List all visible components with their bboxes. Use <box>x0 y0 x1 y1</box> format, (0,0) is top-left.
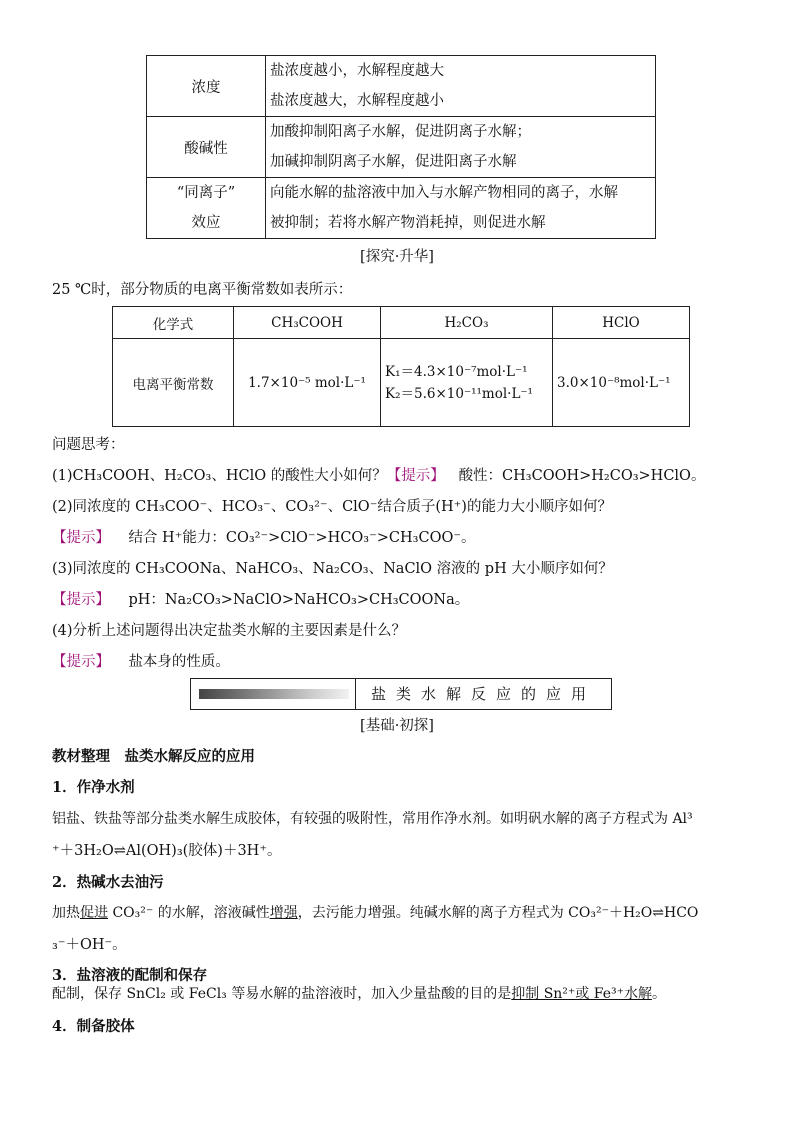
paragraph-3 <box>52 983 666 1003</box>
k2-value: K₂＝5.6×10⁻¹¹mol·L⁻¹ <box>385 385 533 402</box>
effect-line: 向能水解的盐溶液中加入与水解产物相同的离子，水解 <box>270 185 618 201</box>
questions-heading: 问题思考： <box>52 437 125 453</box>
paragraph-1-line-2: ⁺＋3H₂O⇌Al(OH)₃(胶体)＋3H⁺。 <box>52 843 282 859</box>
answer-text: 盐本身的性质。 <box>128 654 230 670</box>
column-header: 化学式 <box>113 307 234 339</box>
question-text: (1)CH₃COOH、H₂CO₃、HClO 的酸性大小如何？ <box>52 468 387 484</box>
tip-label: 【提示】 <box>52 592 110 608</box>
row-label: 电离平衡常数 <box>113 339 234 427</box>
tip-label: 【提示】 <box>52 530 110 546</box>
heading-2: 2．热碱水去油污 <box>52 874 164 891</box>
table-row <box>147 56 656 117</box>
question-4: (4)分析上述问题得出决定盐类水解的主要因素是什么？ <box>52 623 407 639</box>
ch3cooh-constant: 1.7×10⁻⁵ mol·L⁻¹ <box>234 339 381 427</box>
factor-line: 效应 <box>191 215 221 231</box>
k1-value: K₁＝4.3×10⁻⁷mol·L⁻¹ <box>385 363 528 380</box>
banner-decoration <box>191 679 355 709</box>
table-header-row <box>113 307 690 339</box>
effect-cell <box>266 178 656 239</box>
answer-text: 酸性：CH₃COOH>H₂CO₃>HClO。 <box>458 468 706 484</box>
effect-line: 加酸抑制阳离子水解，促进阴离子水解； <box>270 124 531 140</box>
hclo-constant: 3.0×10⁻⁸mol·L⁻¹ <box>553 339 690 427</box>
banner-title: 盐类水解反应的应用 <box>355 679 611 709</box>
answer-2 <box>52 526 476 547</box>
effect-line: 被抑制；若将水解产物消耗掉，则促进水解 <box>270 215 546 231</box>
question-2: (2)同浓度的 CH₃COO⁻、HCO₃⁻、CO₃²⁻、ClO⁻结合质子(H⁺)的能力大小顺序如何？ <box>52 499 612 515</box>
h2co3-constants <box>381 339 553 427</box>
effect-line: 盐浓度越小，水解程度越大 <box>270 63 444 79</box>
heading-3: 3．盐溶液的配制和保存 <box>52 967 208 984</box>
table-row <box>113 339 690 427</box>
answer-4 <box>52 650 230 671</box>
table-row <box>147 178 656 239</box>
answer-blank: 促进 <box>80 905 108 921</box>
effect-cell <box>266 56 656 117</box>
text-run: 配制，保存 SnCl₂ 或 FeCl₃ 等易水解的盐溶液时，加入少量盐酸的目的是 <box>52 986 512 1002</box>
text-run: CO₃²⁻ 的水解，溶液碱性 <box>108 905 270 921</box>
hydrolysis-factors-table <box>146 55 656 239</box>
textbook-heading: 教材整理 盐类水解反应的应用 <box>52 748 255 765</box>
text-run: 加热 <box>52 905 80 921</box>
factor-line: “同离子” <box>176 185 236 201</box>
effect-line: 加碱抑制阴离子水解，促进阳离子水解 <box>270 154 517 170</box>
section-label-basic: [基础·初探] <box>360 718 434 734</box>
table-row <box>147 117 656 178</box>
heading-4: 4．制备胶体 <box>52 1018 135 1035</box>
answer-text: 结合 H⁺能力：CO₃²⁻>ClO⁻>HCO₃⁻>CH₃COO⁻。 <box>128 530 476 546</box>
ionization-constant-table <box>112 306 690 427</box>
question-1 <box>52 464 705 485</box>
effect-line: 盐浓度越大，水解程度越小 <box>270 93 444 109</box>
tip-label: 【提示】 <box>52 654 110 670</box>
answer-3 <box>52 588 469 609</box>
column-header: CH₃COOH <box>234 307 381 339</box>
heading-1: 1．作净水剂 <box>52 779 135 796</box>
column-header: HClO <box>553 307 690 339</box>
answer-blank: 增强 <box>269 905 298 921</box>
text-run: 。 <box>652 986 666 1002</box>
factor-cell: 酸碱性 <box>147 117 266 178</box>
answer-blank: 抑制 Sn²⁺或 Fe³⁺水解 <box>511 986 652 1002</box>
paragraph-1-line-1: 铝盐、铁盐等部分盐类水解生成胶体，有较强的吸附性，常用作净水剂。如明矾水解的离子方程式为 Al³ <box>52 811 693 827</box>
section-banner <box>190 678 612 710</box>
paragraph-2-line-1 <box>52 902 698 922</box>
tip-label: 【提示】 <box>386 468 445 484</box>
gradient-bar <box>199 689 349 699</box>
column-header: H₂CO₃ <box>381 307 553 339</box>
answer-text: pH：Na₂CO₃>NaClO>NaHCO₃>CH₃COONa。 <box>128 592 470 608</box>
factor-cell <box>147 178 266 239</box>
question-3: (3)同浓度的 CH₃COONa、NaHCO₃、Na₂CO₃、NaClO 溶液的 pH 大小顺序如何？ <box>52 561 613 577</box>
paragraph-2-line-2: ₃⁻＋OH⁻。 <box>52 937 127 953</box>
factor-cell: 浓度 <box>147 56 266 117</box>
intro-text: 25 ℃时，部分物质的电离平衡常数如表所示： <box>52 282 353 298</box>
section-label-explore: [探究·升华] <box>360 249 434 265</box>
effect-cell <box>266 117 656 178</box>
text-run: ，去污能力增强。纯碱水解的离子方程式为 CO₃²⁻＋H₂O⇌HCO <box>297 905 699 921</box>
